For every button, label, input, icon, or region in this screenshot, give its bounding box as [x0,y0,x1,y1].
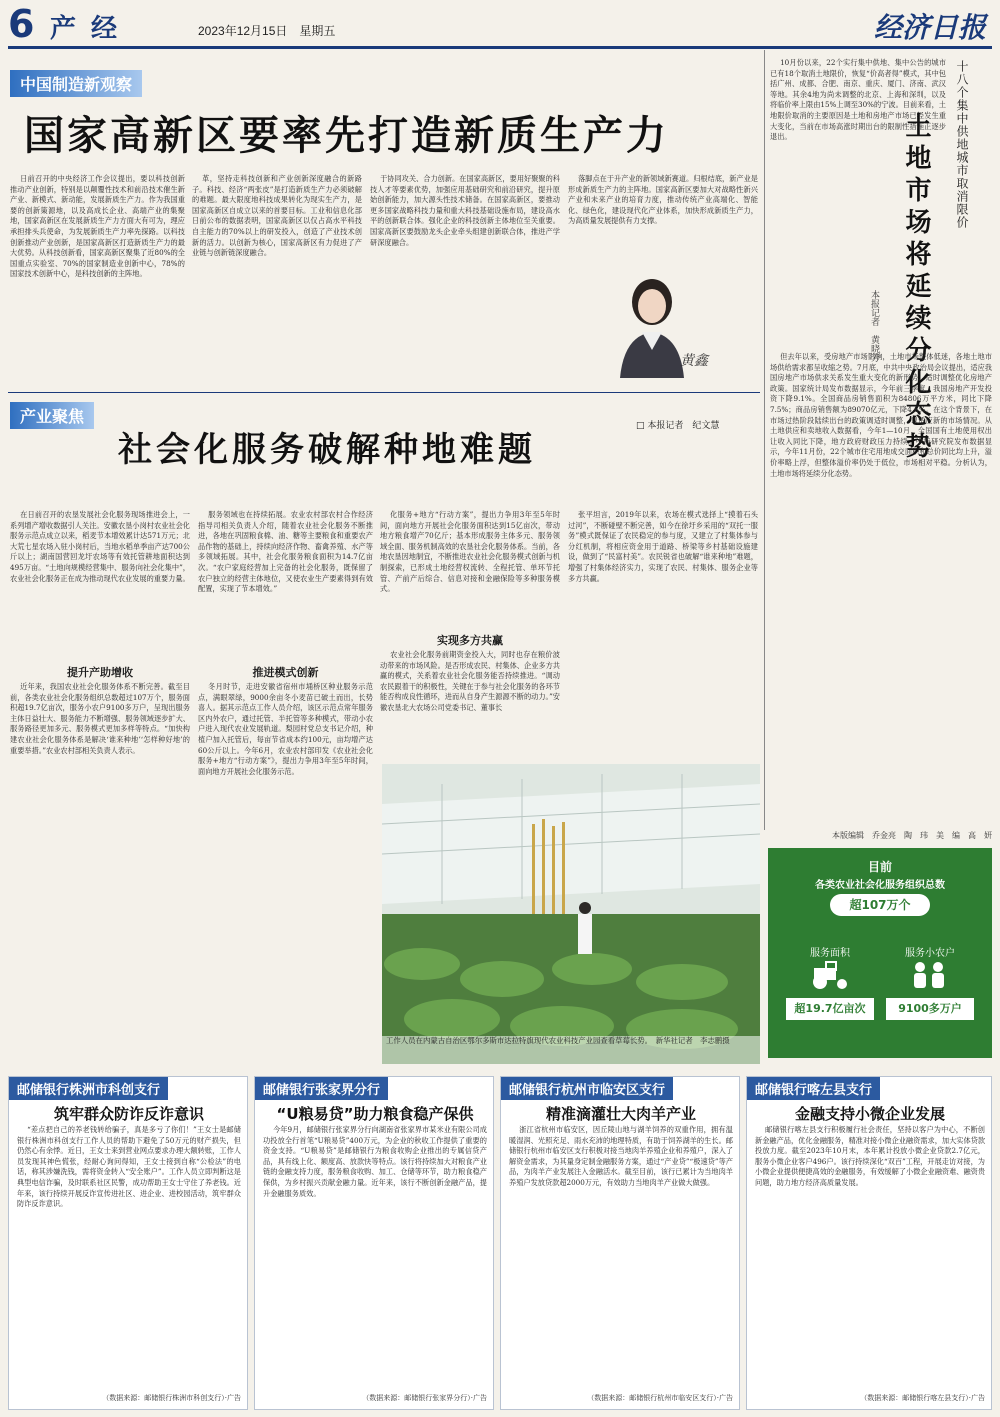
page-editors: 本版编辑 乔金亮 陶 玮 美 编 高 妍 [832,831,992,840]
bank-ad-4-body: 邮储银行喀左县支行积极履行社会责任，坚持以客户为中心，不断创新金融产品，优化金融服务，精准对接小微企业融资需求，加大实体贷款投放力度。截至2023年10月末，本年累计投放小微企业贷款2.7亿元，服务小微企业客户496户。该行持续深化“双百”工程，开展走访对接，为小微企业提供便捷高效的金融服务，有效缓解了小微企业融资难、融资贵问题，助力地方经济高质量发展。 [755,1125,985,1187]
bank-ad-3-title: 邮储银行杭州市临安区支行 [501,1077,673,1100]
feature-column-4: 张平坦言，2019年以来，农场在模式选择上“摸着石头过河”，不断碰壁不断完善，如今在徐圩乡采用的“双托一服务”模式既保证了农民稳定的参与度，又建立了村集体参与分红机制，将相应资金用于道路、桥梁等乡村基础设施建设，做到了“民富村美”。农民锐省也破解“谁来种地”难题，增强了村集体经济实力，实现了农民、村集体、服务企业等多方共赢。 [568,510,758,583]
info-title: 各类农业社会化服务组织总数 [815,880,945,891]
lead-tag: 中国制造新观察 [10,70,142,97]
feature-column-3b: 农业社会化服务前期资金投入大，同时也存在粮价波动带来的市场风险。是否形成农民、村集体、企业多方共赢的模式，关系着农业社会化服务能否持续推进。“调动农民跟着干的积极性，关键在于参与社会化服务的各环节能否构成良性循环，进而从自身产生源源不断的动力。”安徽农垦北大农场公司党委书记、董事长 [380,650,560,712]
tractor-icon [808,960,852,994]
bank-ad-1-headline: 筑牢群众防诈反诈意识 [53,1105,204,1123]
bank-ad-2-body: 今年9月，邮储银行张家界分行向湖南省张家界市某米业有限公司成功投放全行首笔“U粮易贷”400万元，为企业的秋收工作提供了重要的资金支持。“U粮易贷”是邮储银行为粮食收购企业推出的专属信贷产品，具有线上化、额度高、放款快等特点。该行将持续加大对粮食产业链的金融支持力度，服务粮食收购、加工、仓储等环节，助力粮食稳产保供，为乡村振兴贡献金融力量。近年来，该行不断创新金融产品，提升金融服务质效。 [263,1125,487,1198]
bank-ad-3-source: （数据来源：邮储银行杭州市临安区支行）·广告 [587,1394,733,1402]
lead-headline: 国家高新区要率先打造新质生产力 [24,112,669,159]
bank-ad-3-body: 浙江省杭州市临安区，因丘陵山地与湖羊饲养的双重作用，拥有温暖湿润、光照充足、雨水充沛的地理特质，有助于饲养湖羊的生长。邮储银行杭州市临安区支行积极对接当地肉羊养殖企业和养殖户，深入了解资金需求，为其量身定制金融服务方案，通过“产业贷”“极速贷”等产品，为肉羊产业发展注入金融活水。截至目前，该行已累计为当地肉羊养殖户发放贷款超2000万元，有效助力当地肉羊产业做大做强。 [509,1125,733,1187]
stats-infographic [768,848,992,1058]
feature-column-2: 服务领域也在持续拓展。农业农村部农村合作经济指导司相关负责人介绍，随着农业社会化服务不断推进，各地在巩固粮食棉、油、糖等主要粮食和重要农产品作物的基础上，持续向经济作物、畜禽养殖、水产等多领域拓展。其中，社会化服务粮食面积为14.7亿亩次。“农户家庭经营加上完备的社会化服务，既保留了农户独立的经营主体地位，又使农业生产要素得到有效配置，实现了节本增效。” [198,510,373,594]
info-now: 目前 [867,860,892,874]
lead-column-4: 落脚点在于升产业的新领域新赛道。归根结底，新产业是形成新质生产力的主阵地。国家高新区要加大对战略性新兴产业和未来产业的培育力度，推动传统产业高端化、智能化、绿色化，建设现代化产业体系，加快形成新质生产力，为高质量发展提供有力支撑。 [568,174,758,226]
newspaper-logo: 经济日报 [873,11,986,44]
bank-ad-4-source: （数据来源：邮储银行喀左县支行）·广告 [860,1394,985,1402]
sidebar-column-lower: 但去年以来，受房地产市场影响，土地市场整体低迷，各地土地市场供给需求都呈收缩之势。7月底，中共中央政治局会议提出，适应我国房地产市场供求关系发生重大变化的新形势，适时调整优化房地产政策。国家统计局发布数据显示，今年前三季度，我国房地产开发投资下降9.1%。全国商品房销售面积为84806万平方米，同比下降7.5%；商品房销售额为89070亿元，下降4.6%。在这个背景下，在市场过热阶段陆续出台的政策调适时调整，以适应新的市场情况。从土地供应和卖地收入数据看，今年1—10月，全国国有土地使用权出让收入同比下降，地方政府财政压力持续。中指研究院发布数据显示，今年11月份，22个城市住宅用地成交面积和总价同比均上升，溢价率略上浮，但整体溢价率仍处于低位，市场相对平稳。分析认为，土地市场将延续分化态势。 [770,352,992,478]
bank-ad-4-title: 邮储银行喀左县支行 [747,1077,880,1100]
bank-ad-3-headline: 精准滴灌壮大肉羊产业 [545,1105,696,1123]
sidebar-column-upper: 10月份以来，22个实行集中供地、集中公告的城市已有18个取消土地限价，恢复“价高者得”模式，其中包括广州、成都、合肥、南京、重庆、厦门、济南、武汉等地。其余4地为尚未调整的北京、上海和深圳，以及将临价率上限由15%上调至30%的宁波。目前来看，土地限价取消的主要原因是土地和房地产市场已经发生重大变化，当前在市场高涨时期出台的限制性措施正逐步退出。 [770,58,946,142]
sidebar-kicker: 十八个集中供地城市取消限价 [955,60,969,229]
bank-ad-2-headline: “U粮易贷”助力粮食稳产保供 [276,1105,474,1123]
section-divider [8,392,760,393]
info-farmers-label: 服务小农户 [905,948,955,959]
sidebar-headline: 土地市场将延续分化态势 [901,112,931,464]
bank-ad-2 [254,1076,494,1410]
bank-ad-1 [8,1076,248,1410]
bank-ad-1-source: （数据来源：邮储银行株洲市科创支行）·广告 [102,1394,241,1402]
feature-column-1: 在日前召开的农垦发展社会化服务现场推进会上，一系列增产增收数据引人关注。安徽农垦小岗村农业社会化服务示范点成立以来，稻麦节本增效累计达571万元；北大荒七星农场入驻小岗村后，当地水稻单季亩产达700公斤以上；湖南国营回龙圩农场等有效托管耕地面积达到495万亩。“土地向规模经营集中、服务向社会化集中”，农业社会化服务正在成为推动现代农业发展的重要力量。 [10,510,190,583]
farmers-icon [908,960,952,994]
sidebar-byline: 本报记者 黄晓芳 [869,290,879,362]
feature-column-3: 化服务+地方“行动方案”，提出力争用3年至5年时间，面向地方开展社会化服务面积达到15亿亩次，带动地方粮食增产70亿斤；基本形成服务主体多元、服务领域全面、服务机制高效的农垦社会化服务体系。当前，各地农垦因地制宜，不断推进农业社会化服务模式创新与机制探索，已形成土地经营权流转、全程托管、单环节托管、产前产后综合、信息对接和金融保险等多种服务模式。 [380,510,560,594]
photo-caption: 工作人员在内蒙古自治区鄂尔多斯市达拉特旗现代农业科技产业园查看草莓长势。 新华社记者 李志鹏摄 [386,1036,730,1045]
feature-column-1b: 近年来，我国农业社会化服务体系不断完善。截至目前，各类农业社会化服务组织总数超过107万个，服务面积超19.7亿亩次，服务小农户9100多万户，呈现出服务主体日益壮大、服务能力不断增强、服务领域逐步扩大、服务路径更加多元、服务模式更加多样等特点。“加快构建农业社会化服务体系是解决‘谁来种地’‘怎样种好地’的重要举措。”农业农村部相关负责人表示。 [10,682,190,755]
bank-ad-2-title: 邮储银行张家界分行 [255,1077,388,1100]
feature-headline: 社会化服务破解种地难题 [118,430,536,470]
sidebar-divider [764,50,765,830]
subhead-3: 实现多方共赢 [437,634,503,647]
lead-column-3: 于协同攻关、合力创新。在国家高新区，要用好聚聚的科技人才等要素优势，加强应用基础研究和前沿研究，提升原始创新能力，加大源头性技术储备。在国家高新区，要推动更多国家战略科技力量和重大科技基础设施布局，建设高水平的创新联合体。强化企业的科技创新主体地位至关重要。国家高新区要鼓励龙头企业牵头组建创新联合体，推进产学研深度融合。 [370,174,560,247]
info-area-value: 超19.7亿亩次 [786,998,874,1020]
section-title: 产 经 [50,14,121,44]
bank-ad-4-headline: 金融支持小微企业发展 [794,1105,945,1123]
author-signature: 黄鑫 [680,353,708,369]
bank-ad-4 [746,1076,992,1410]
subhead-1: 提升产助增收 [67,666,133,679]
bank-ad-1-title: 邮储银行株洲市科创支行 [9,1077,168,1100]
bank-ad-2-source: （数据来源：邮储银行张家界分行）·广告 [362,1394,487,1402]
page-number: 6 [8,2,35,46]
feature-column-2b: 冬月时节，走进安徽省宿州市埇桥区种业服务示范点，满眼翠绿，9000余亩冬小麦苗已破土而出，长势喜人。据其示范点工作人员介绍，该区示范点常年服务区内外农户，通过托管、半托管等多种模式，带动小农户进入现代农业发展轨道。梨园村党总支书记介绍，种植户加入托管后，每亩节省成本约100元，亩均增产达60公斤以上。今年6月，农业农村部印发《农业社会化服务+地方“行动方案”》，提出力争用3年至5年时间，面向地方开展社会化服务示范。 [198,682,373,776]
bank-ad-1-body: “差点把自己的养老钱转给骗子，真是多亏了你们！”王女士是邮储银行株洲市科创支行工作人员的帮助下避免了50万元的财产损失，但仍然心有余悸。近日，王女士来到营业网点要求办理大额转账，工作人员发现其神色慌张，经耐心询问得知，王女士接到自称“公检法”的电话，称其涉嫌洗钱，需将资金转入“安全账户”。工作人员立即判断这是典型电信诈骗，及时联系社区民警，成功帮助王女士守住了养老钱。近年来，该行持续开展反诈宣传进社区、进企业、进校园活动，筑牢群众防诈反诈意识。 [17,1125,241,1209]
info-area-label: 服务面积 [810,948,850,959]
greenhouse-photo [382,764,760,1064]
issue-date: 2023年12月15日 星期五 [198,24,336,38]
feature-tag: 产业聚焦 [10,402,94,429]
feature-byline: □ 本报记者 纪文慧 [636,421,720,431]
lead-column-2: 革，坚持走科技创新和产业创新深度融合的新路子。科技、经济“两张皮”是打造新质生产力必须破解的难题。最大限度地科技成果转化为现实生产力，是国家高新区自成立以来的首要目标。工业和信息化部日前公布的数据表明，国家高新区以仅占高水平科技自主能力的70%以上的研发投入，创造了产业技术创新的活力。以创新为核心，国家高新区有力促进了产业链与创新链深度融合。 [192,174,362,258]
header-rule [8,46,992,49]
lead-column-1: 日前召开的中央经济工作会议提出，要以科技创新推动产业创新，特别是以颠覆性技术和前沿技术催生新产业、新模式、新动能，发展新质生产力。作为我国重要的创新策源地，以及高成长企业、高端产业的集聚地，国家高新区在发展新质生产力方面大有可为，理应承担排头兵使命，为发展新质生产力率先探路。以科技创新推动产业创新，是国家高新区打造新质生产力的最大优势。从科技创新看，国家高新区聚集了近80%的全国重点实验室、70%的国家制造业创新中心，78%的国家技术创新中心，是科技创新的主阵地。 [10,174,185,279]
info-farmers-value: 9100多万户 [886,998,974,1020]
info-total: 超107万个 [830,894,930,916]
subhead-2: 推进模式创新 [252,666,319,679]
bank-ad-3 [500,1076,740,1410]
